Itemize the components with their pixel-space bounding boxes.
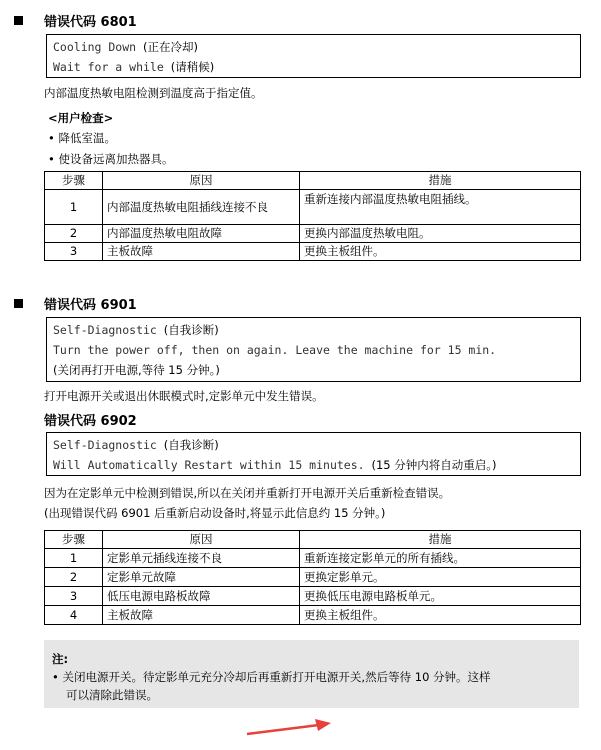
column-header-step: 步骤 (45, 531, 103, 549)
section-bullet-6801 (14, 14, 23, 28)
cause-cell: 主板故障 (103, 606, 300, 625)
step-cell: 2 (45, 568, 103, 587)
column-header-action: 措施 (300, 531, 581, 549)
table-header-row (45, 172, 581, 190)
table-header-row (45, 531, 581, 549)
action-cell: 更换主板组件。 (300, 606, 581, 625)
error-code-title-6801: 错误代码 6801 (44, 15, 137, 30)
error-code-title-6901: 错误代码 6901 (44, 298, 137, 313)
column-header-cause: 原因 (103, 172, 300, 190)
cause-cell: 主板故障 (103, 243, 300, 261)
table-row (45, 549, 581, 568)
error-code-title-6902: 错误代码 6902 (44, 414, 137, 429)
table-row (45, 190, 581, 225)
step-cell: 4 (45, 606, 103, 625)
action-cell: 更换主板组件。 (300, 243, 581, 261)
arrow-right-icon (245, 718, 335, 740)
user-check-item: • 降低室温。 (48, 131, 116, 145)
message-line: Self-Diagnostic (自我诊断) (53, 438, 219, 452)
message-line: Will Automatically Restart within 15 minutes. (15 分钟内将自动重启。) (53, 458, 497, 472)
step-cell: 1 (45, 549, 103, 568)
action-cell: 重新连接内部温度热敏电阻插线。 (300, 190, 581, 225)
user-check-item: • 使设备远离加热器具。 (48, 152, 174, 166)
note-line: • 关闭电源开关。待定影单元充分冷却后再重新打开电源开关,然后等待 10 分钟。这样 (52, 670, 491, 684)
cause-cell: 定影单元故障 (103, 568, 300, 587)
table-row (45, 587, 581, 606)
description-6902: 因为在定影单元中检测到错误,所以在关闭并重新打开电源开关后重新检查错误。 (44, 486, 451, 500)
steps-table-6801 (44, 171, 581, 261)
description-6901: 打开电源开关或退出休眠模式时,定影单元中发生错误。 (44, 389, 324, 403)
cause-cell: 低压电源电路板故障 (103, 587, 300, 606)
steps-table-6902 (44, 530, 581, 625)
description-6801: 内部温度热敏电阻检测到温度高于指定值。 (44, 86, 263, 100)
message-line: Self-Diagnostic (自我诊断) (53, 323, 219, 337)
message-line: Cooling Down (正在冷却) (53, 40, 198, 54)
table-row (45, 225, 581, 243)
step-cell: 2 (45, 225, 103, 243)
message-box-6902 (46, 432, 581, 476)
action-cell: 更换定影单元。 (300, 568, 581, 587)
step-cell: 3 (45, 243, 103, 261)
action-cell: 重新连接定影单元的所有插线。 (300, 549, 581, 568)
step-cell: 1 (45, 190, 103, 225)
table-row (45, 243, 581, 261)
message-line: Wait for a while (请稍候) (53, 60, 215, 74)
message-line: Turn the power off, then on again. Leave the machine for 15 min. (53, 343, 497, 357)
cause-cell: 定影单元插线连接不良 (103, 549, 300, 568)
description-6902-note: (出现错误代码 6901 后重新启动设备时,将显示此信息约 15 分钟。) (44, 506, 386, 520)
table-row (45, 568, 581, 587)
step-cell: 3 (45, 587, 103, 606)
user-check-title: <用户检查> (48, 111, 114, 125)
section-bullet-6901 (14, 297, 23, 311)
message-box-6801 (46, 34, 581, 78)
cause-cell: 内部温度热敏电阻故障 (103, 225, 300, 243)
action-cell: 更换低压电源电路板单元。 (300, 587, 581, 606)
note-title: 注: (52, 652, 69, 666)
table-row (45, 606, 581, 625)
action-cell: 更换内部温度热敏电阻。 (300, 225, 581, 243)
note-box (44, 640, 579, 708)
column-header-action: 措施 (300, 172, 581, 190)
column-header-cause: 原因 (103, 531, 300, 549)
column-header-step: 步骤 (45, 172, 103, 190)
message-box-6901 (46, 317, 581, 382)
note-line: 可以清除此错误。 (66, 688, 158, 702)
cause-cell: 内部温度热敏电阻插线连接不良 (103, 190, 300, 225)
message-line: (关闭再打开电源,等待 15 分钟。) (53, 363, 220, 377)
